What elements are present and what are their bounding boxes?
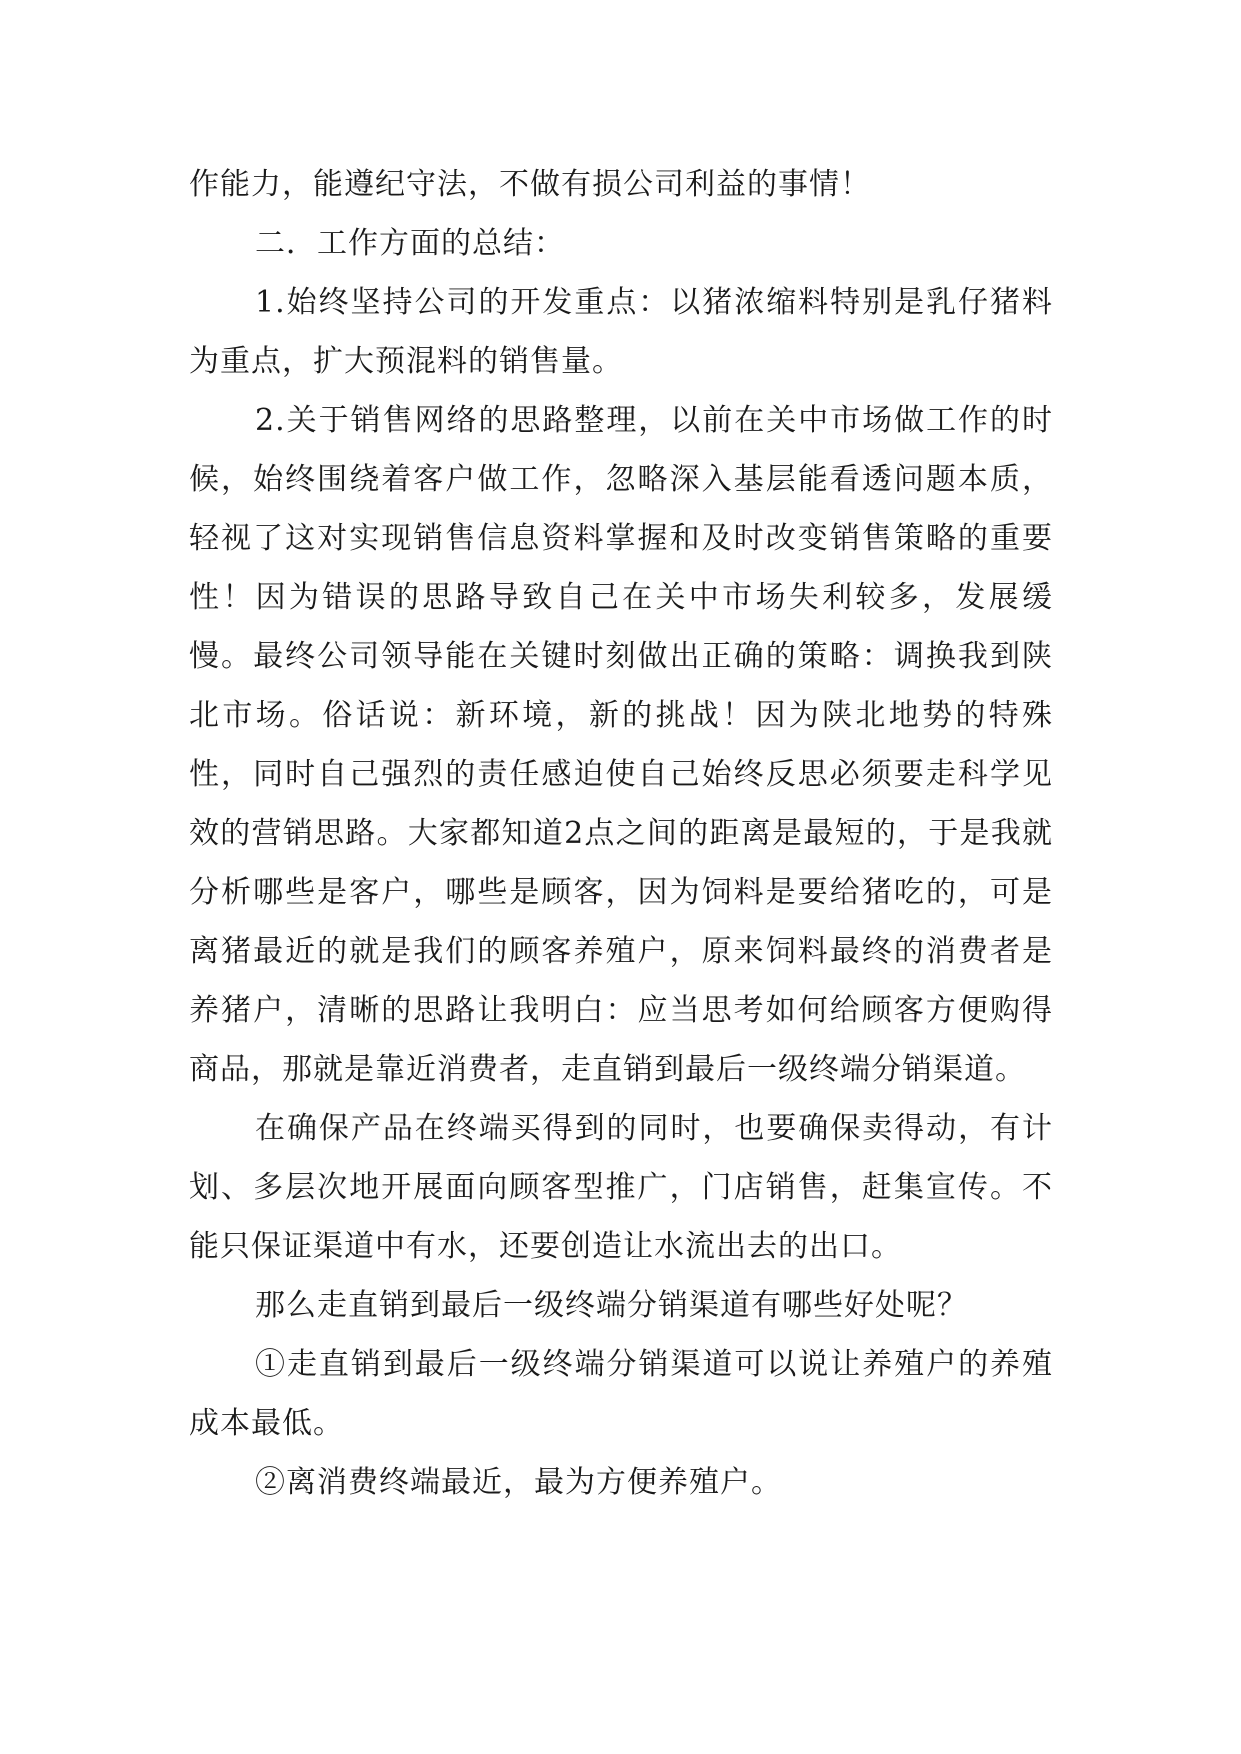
document-body (189, 155, 1053, 1512)
paragraph-point-2: 2.关于销售网络的思路整理，以前在关中市场做工作的时候，始终围绕着客户做工作，忽略深入基层能看透问题本质，轻视了这对实现销售信息资料掌握和及时改变销售策略的重要性！因为错误的思路导致自己在关中市场失利较多，发展缓慢。最终公司领导能在关键时刻做出正确的策略：调换我到陕北市场。俗话说：新环境，新的挑战！因为陕北地势的特殊性，同时自己强烈的责任感迫使自己始终反思必须要走科学见效的营销思路。大家都知道2点之间的距离是最短的，于是我就分析哪些是客户，哪些是顾客，因为饲料是要给猪吃的，可是离猪最近的就是我们的顾客养殖户，原来饲料最终的消费者是养猪户，清晰的思路让我明白：应当思考如何给顾客方便购得商品，那就是靠近消费者，走直销到最后一级终端分销渠道。 (189, 403, 1053, 1087)
section-heading-work-summary: 二．工作方面的总结： (255, 226, 565, 261)
paragraph-point-1: 1.始终坚持公司的开发重点：以猪浓缩料特别是乳仔猪料为重点，扩大预混料的销售量。 (189, 285, 1053, 379)
paragraph-benefit-2: ②离消费终端最近，最为方便养殖户。 (255, 1465, 782, 1500)
paragraph-question: 那么走直销到最后一级终端分销渠道有哪些好处呢？ (255, 1288, 968, 1323)
paragraph-terminal-sales: 在确保产品在终端买得到的同时，也要确保卖得动，有计划、多层次地开展面向顾客型推广，门店销售，赶集宣传。不能只保证渠道中有水，还要创造让水流出去的出口。 (189, 1111, 1053, 1264)
paragraph-continuation: 作能力，能遵纪守法，不做有损公司利益的事情！ (189, 167, 871, 202)
paragraph-benefit-1: ①走直销到最后一级终端分销渠道可以说让养殖户的养殖成本最低。 (189, 1347, 1053, 1441)
